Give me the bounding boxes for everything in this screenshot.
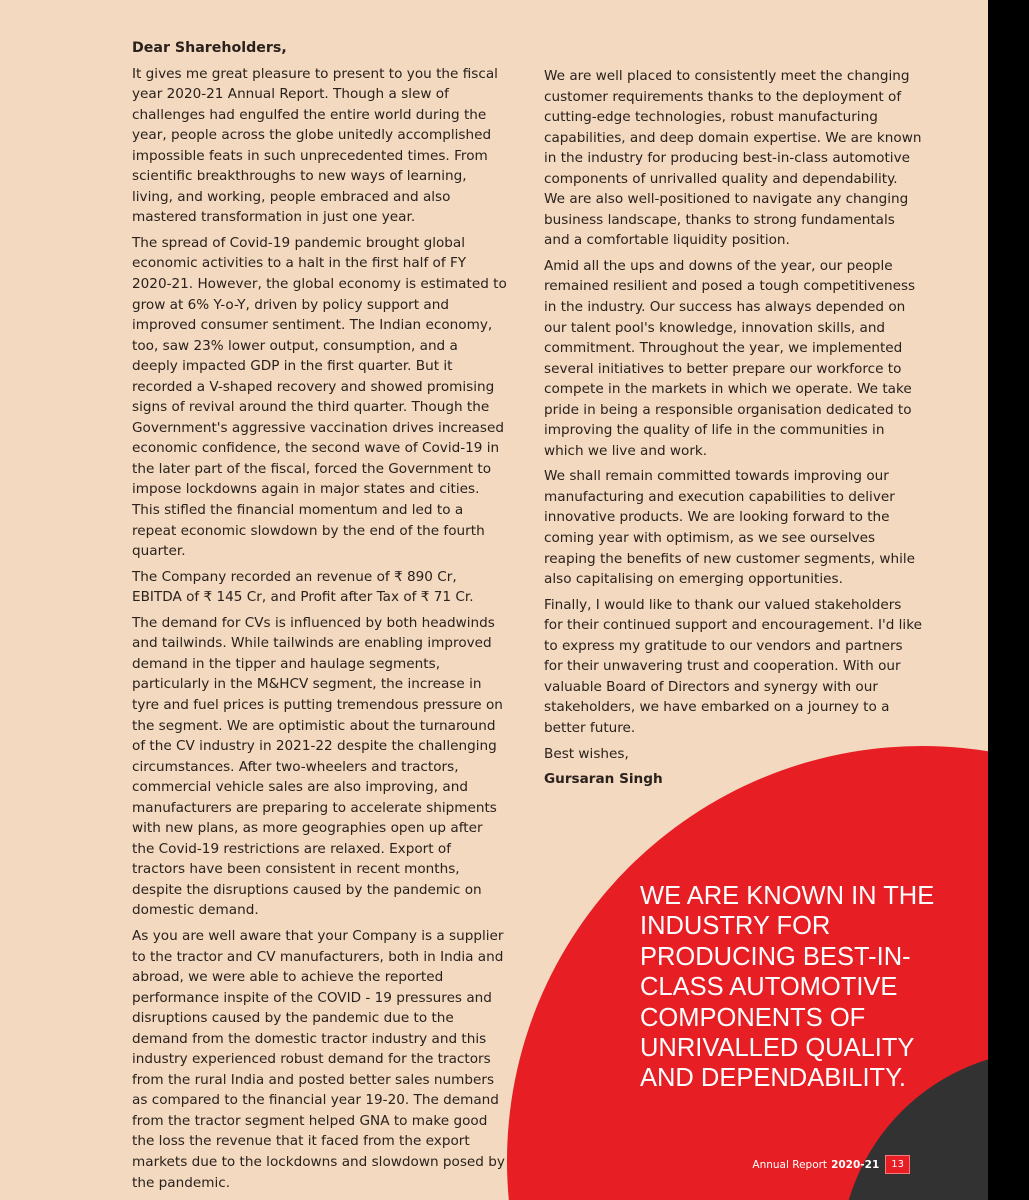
- page-footer: [752, 1155, 910, 1174]
- letter-paragraph: It gives me great pleasure to present to you the fiscal year 2020-21 Annual Report. Though a slew of challenges had engulfed the entire world during the year, people across the globe unitedly accomplished impossible feats in such unprecedented times. From scientific breakthroughs to new ways of learning, living, and working, people embraced and also mastered transformation in just one year.: [132, 65, 498, 226]
- footer-report-year: 2020-21: [831, 1158, 880, 1171]
- letter-paragraph: We shall remain committed towards improving our manufacturing and execution capabilities to deliver innovative products. We are looking forward to the coming year with optimism, as we see ourselves reaping the benefits of new customer segments, while also capitalising on emerging opportunities.: [544, 468, 916, 588]
- signoff: Best wishes,: [544, 745, 629, 762]
- pull-quote: WE ARE KNOWN IN THE INDUSTRY FOR PRODUCING BEST-IN-CLASS AUTOMOTIVE COMPONENTS OF UNRIVALLED QUALITY AND DEPENDABILITY.: [640, 882, 935, 1093]
- salutation: Dear Shareholders,: [132, 40, 287, 56]
- letter-left-column: [132, 38, 507, 1198]
- letter-paragraph: Finally, I would like to thank our valued stakeholders for their continued support and encouragement. I'd like to express my gratitude to our vendors and partners for their unwavering trust and cooperation. With our valuable Board of Directors and synergy with our stakeholders, we have embarked on a journey to a better future.: [544, 596, 922, 736]
- letter-paragraph: We are well placed to consistently meet the changing customer requirements thanks to the deployment of cutting-edge technologies, robust manufacturing capabilities, and deep domain expertise. We are known in the industry for producing best-in-class automotive components of unrivalled quality and dependability. We are also well-positioned to navigate any changing business landscape, thanks to strong fundamentals and a comfortable liquidity position.: [544, 68, 922, 249]
- letter-paragraph: The spread of Covid-19 pandemic brought global economic activities to a halt in the first half of FY 2020-21. However, the global economy is estimated to grow at 6% Y-o-Y, driven by policy support and improved consumer sentiment. The Indian economy, too, saw 23% lower output, consumption, and a deeply impacted GDP in the first quarter. But it recorded a V-shaped recovery and showed promising signs of revival around the third quarter. Though the Government's aggressive vaccination drives increased economic confidence, the second wave of Covid-19 in the later part of the fiscal, forced the Government to impose lockdowns again in major states and cities. This stifled the financial momentum and led to a repeat economic slowdown by the end of the fourth quarter.: [132, 234, 507, 560]
- letter-paragraph: Amid all the ups and downs of the year, our people remained resilient and posed a tough competitiveness in the industry. Our success has always depended on our talent pool's knowledge, innovation skills, and commitment. Throughout the year, we implemented several initiatives to better prepare our workforce to compete in the markets in which we operate. We take pride in being a responsible organisation dedicated to improving the quality of life in the communities in which we live and work.: [544, 257, 916, 459]
- page-number-badge: 13: [885, 1155, 910, 1174]
- letter-paragraph: The Company recorded an revenue of ₹ 890 Cr, EBITDA of ₹ 145 Cr, and Profit after Tax of ₹ 71 Cr.: [132, 568, 474, 606]
- letter-right-column: [544, 66, 922, 795]
- page-edge-background: [988, 0, 1029, 1200]
- letter-paragraph: As you are well aware that your Company is a supplier to the tractor and CV manufacturers, both in India and abroad, we were able to achieve the reported performance inspite of the COVID - 19 pressures and disruptions caused by the pandemic due to the demand from the domestic tractor industry and this industry experienced robust demand for the tractors from the rural India and posted better sales numbers as compared to the financial year 19-20. The demand from the tractor segment helped GNA to make good the loss the revenue that it faced from the export markets due to the lockdowns and slowdown posed by the pandemic.: [132, 927, 505, 1191]
- footer-report-label: Annual Report: [752, 1158, 828, 1171]
- signature-name: Gursaran Singh: [544, 771, 663, 788]
- letter-paragraph: The demand for CVs is influenced by both headwinds and tailwinds. While tailwinds are enabling improved demand in the tipper and haulage segments, particularly in the M&HCV segment, the increase in tyre and fuel prices is putting tremendous pressure on the segment. We are optimistic about the turnaround of the CV industry in 2021-22 despite the challenging circumstances. After two-wheelers and tractors, commercial vehicle sales are also improving, and manufacturers are preparing to accelerate shipments with new plans, as more geographies open up after the Covid-19 restrictions are relaxed. Export of tractors have been consistent in recent months, despite the disruptions caused by the pandemic on domestic demand.: [132, 614, 503, 919]
